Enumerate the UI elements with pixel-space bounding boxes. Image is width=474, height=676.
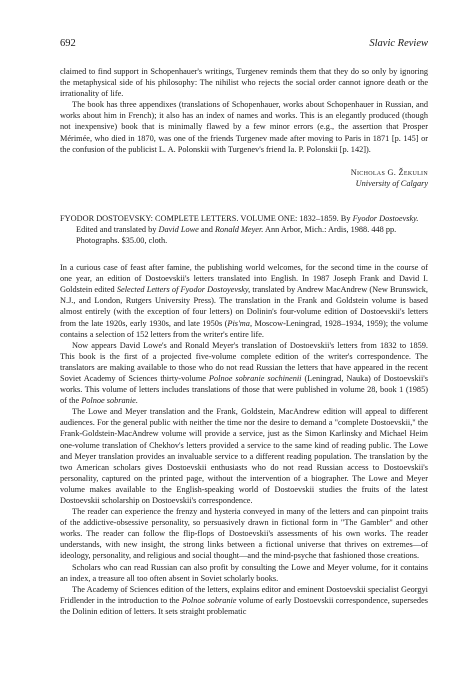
review-paragraph [60, 584, 428, 617]
reviewer-signature [60, 167, 428, 189]
text-run: The Academy of Sciences edition of the letters, explains editor and eminent Dostoevskii specialist Georgyi Fridlender in the introduction to the [60, 584, 428, 605]
italic-text: Pis'ma, [227, 318, 253, 328]
italic-text: David Lowe [158, 224, 199, 234]
review1-paragraph-1 [60, 66, 428, 99]
text-run: and [198, 224, 215, 234]
italic-text: Polnoe sobranie [181, 595, 237, 605]
text-run: The Lowe and Meyer translation and the Frank, Goldstein, MacAndrew edition will appeal to different audiences. For the general public with neither the time nor the desire to demand a "complete Dostoevskii," the Frank-Goldstein-MacAndrew volume will provide a service, just as the Simon Karlinsky and Michael Heim one-volume translation of Chekhov's letters provided a service to the same kind of reading public. The Lowe and Meyer translation provides an invaluable service to a different reading population. The translation by the two American scholars gives Dostoevskii enthusiasts who do not read Russian access to Dostoevskii's personality, captured on the printed page, without the intervention of a biographer. The Lowe and Meyer volume makes available to the English-speaking world of Dostoevskii studies the fruits of the latest Dostoevskii scholarship on Dostoevskii's correspondence. [60, 407, 428, 505]
italic-text: Selected Letters of Fyodor Dostoyevsky, [116, 285, 251, 295]
page-number: 692 [60, 38, 76, 49]
italic-text: Ronald Meyer. [214, 224, 264, 234]
text-run: FYODOR DOSTOEVSKY: COMPLETE LETTERS. VOLUME ONE: 1832–1859. [60, 213, 339, 223]
text-run: translated by Andrew MacAndrew (New Brunswick, N.J., and London, Rutgers University Press). The translation in the Frank and Goldstein volume is based almost entirely (with the exception of four letters) on Dolinin's four-volume edition of Dostoevskii's letters from the late 1920s, early 1930s, and late 1950s ( [60, 285, 429, 328]
text-run: Edited and translated by [76, 224, 159, 234]
text-run: volume of early Dostoevskii correspondence, supersedes the Dolinin edition of letters. It sets straight problematic [60, 595, 428, 616]
italic-text: Polnoe sobranie sochinenii [208, 373, 302, 383]
review-paragraph [60, 262, 428, 340]
text-run: In a curious case of feast after famine, the publishing world welcomes, for the second time in the course of one year, an edition of Dostoevskii's letters translated into English. In 1987 Joseph Frank and David I. Goldstein edited [60, 263, 428, 295]
text-run: By [338, 213, 353, 223]
review-heading [60, 213, 428, 246]
text-run: (Leningrad, Nauka) of Dostoevskii's works. This volume of letters includes translations of those that were published in volume 28, book 1 (1985) of the [60, 373, 428, 406]
review-paragraph [60, 506, 428, 561]
text-run: The book has three appendixes (translations of Schopenhauer, works about Schopenhauer in Russian, and works about him in French); it also has an index of names and works. This is an elegantly produced (though not inexpensive) book that is minimally flawed by a few minor errors (e.g., the assertion that Prosper Mérimée, who died in 1870, was one of the friends Turgenev made after moving to Paris in 1871 [p. 145] or the confusion of the publicist L. A. Polonskii with Turgenev's friend Ia. P. Polonskii [p. 142]). [60, 100, 428, 154]
review-paragraph [60, 406, 428, 506]
reviewer-affiliation: University of Calgary [355, 178, 428, 188]
review-paragraph [60, 562, 428, 584]
text-run: Moscow-Leningrad, 1928–1934, 1959); the volume contains a selection of 152 letters from the writer's entire life. [60, 318, 428, 339]
review1-paragraph-2 [60, 99, 428, 154]
text-run: Ann Arbor, Mich.: Ardis, 1988. 448 pp. Photographs. $35.00, cloth. [76, 224, 397, 245]
running-head [60, 38, 428, 49]
page [60, 38, 428, 617]
journal-title: Slavic Review [369, 38, 428, 49]
review-body [60, 262, 428, 617]
text-run: Now appears David Lowe's and Ronald Meyer's translation of Dostoevskii's letters from 1832 to 1859. This book is the first of a projected five-volume complete edition of the writer's correspondence. The translators are making available to those who do not read Russian the letters that have appeared in the recent Soviet Academy of Sciences thirty-volume [60, 340, 428, 383]
italic-text: Polnoe sobranie. [81, 396, 138, 406]
text-run: The reader can experience the frenzy and hysteria conveyed in many of the letters and can pinpoint traits of the addictive-obsessive personality, so persuasively drawn in fictional form in "The Gambler" and other works. The reader can follow the flip-flops of Dostoevskii's assessments of his own works. The reader understands, with new insight, the strong links between a fictional universe that thrives on extremes—of ideology, personality, and religious and social thought—and the mind-psyche that fashioned those creations. [60, 507, 428, 561]
text-run: Scholars who can read Russian can also profit by consulting the Lowe and Meyer volume, for it contains an index, a treasure all too often absent in Soviet scholarly books. [60, 562, 428, 583]
review-paragraph [60, 340, 428, 407]
reviewer-name: Nicholas G. Žekulin [350, 167, 428, 177]
text-run: claimed to find support in Schopenhauer's writings, Turgenev reminds them that they do so only by ignoring the metaphysical side of his philosophy: The nihilist who rejects the social order cannot ignore death or the irrationality of life. [60, 67, 428, 99]
italic-text: Fyodor Dostoevsky. [352, 213, 419, 223]
